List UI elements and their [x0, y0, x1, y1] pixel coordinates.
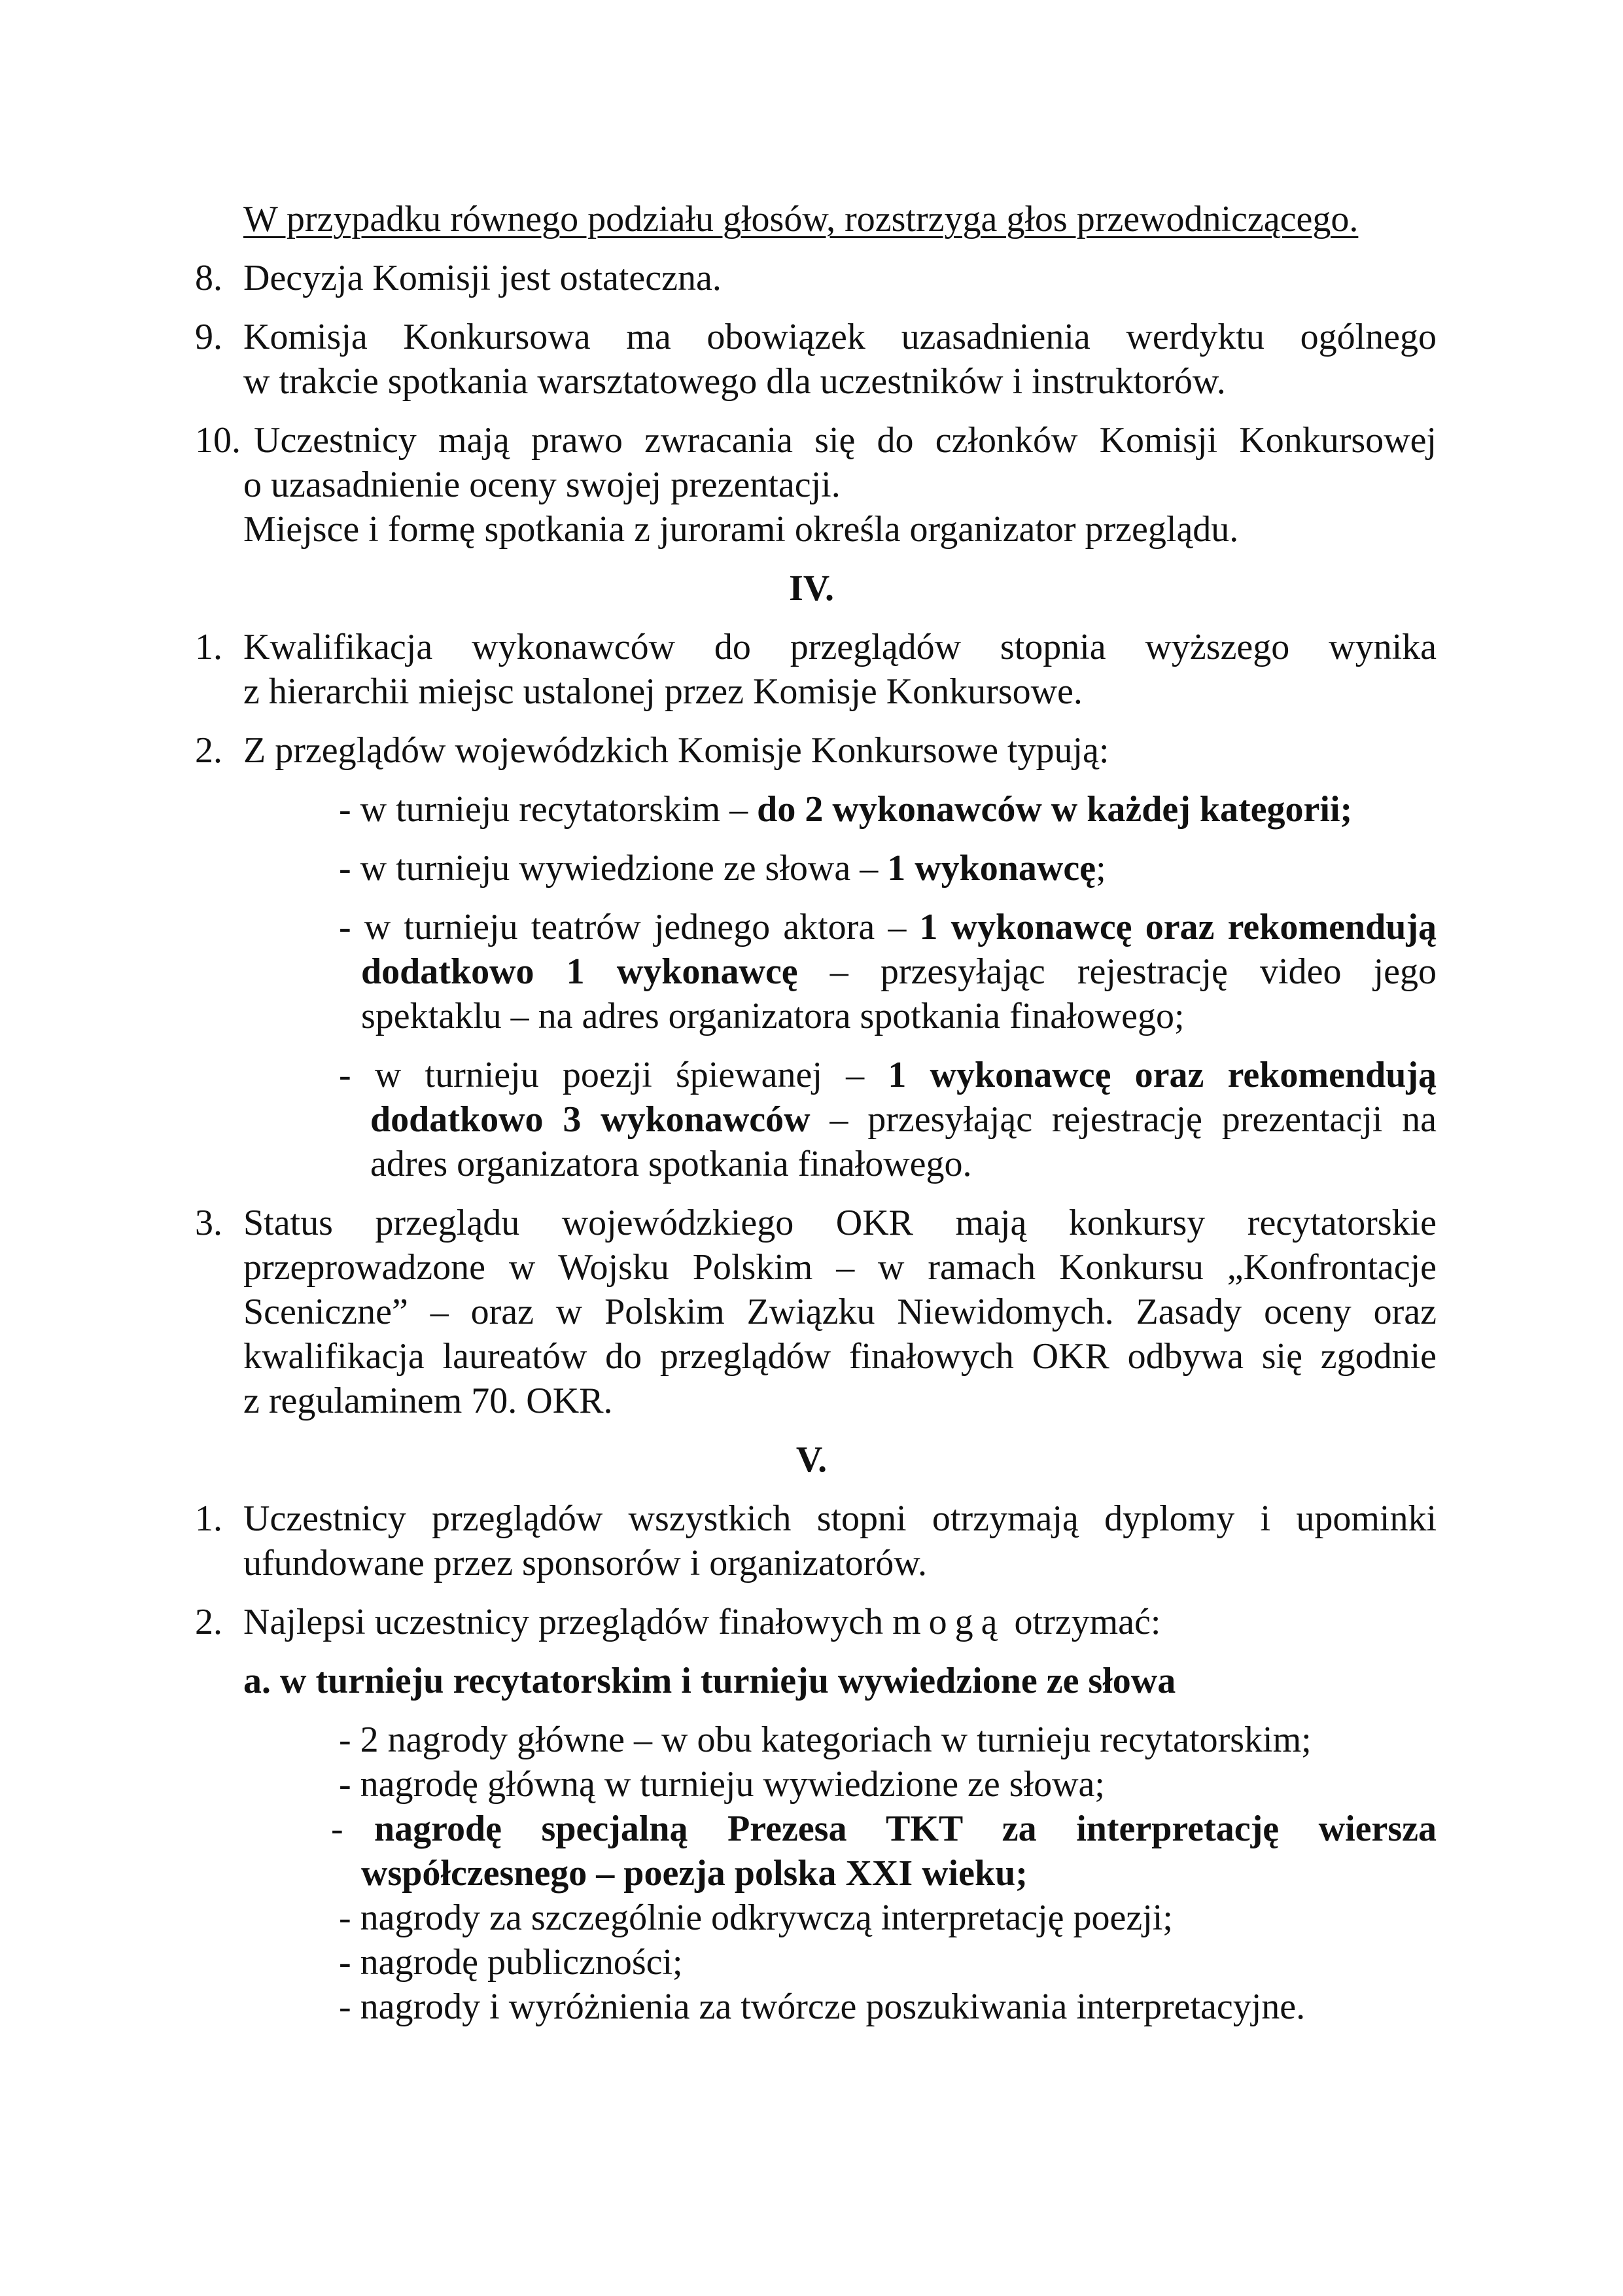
- item-text: z regulaminem 70. OKR.: [243, 1381, 613, 1421]
- sub-item-bold: 1 wykonawcę: [887, 848, 1096, 889]
- sub-item-text: spektaklu – na adres organizatora spotkania finałowego;: [361, 996, 1185, 1036]
- item-number: 2.: [195, 730, 222, 771]
- item-number: 10.: [195, 420, 241, 461]
- item-text: w trakcie spotkania warsztatowego dla uczestników i instruktorów.: [243, 361, 1226, 402]
- item-text: Sceniczne” – oraz w Polskim Związku Niewidomych. Zasady oceny oraz: [243, 1292, 1437, 1332]
- item-number: 8.: [195, 258, 222, 298]
- sub-item-text: adres organizatora spotkania finałowego.: [370, 1144, 972, 1184]
- item-number: 3.: [195, 1203, 222, 1243]
- item-text: Komisja Konkursowa ma obowiązek uzasadnienia werdyktu ogólnego: [243, 317, 1437, 357]
- item-text-part: otrzymać:: [1005, 1602, 1161, 1642]
- item-text-part: Najlepsi uczestnicy przeglądów finałowych: [243, 1602, 893, 1642]
- spaced-word: mogą: [892, 1602, 1005, 1642]
- item-text: [243, 1600, 1161, 1644]
- sub-item-text: - w turnieju wywiedzione ze słowa –: [339, 848, 888, 889]
- sub-item: [370, 1097, 1437, 1142]
- sub-item-text: – przesyłając rejestrację video jego: [797, 951, 1437, 992]
- sub-item-bold: 1 wykonawcę oraz rekomendują: [919, 907, 1437, 947]
- prize-item: - nagrodę publiczności;: [339, 1942, 683, 1983]
- item-number: 9.: [195, 317, 222, 357]
- item-text: o uzasadnienie oceny swojej prezentacji.: [243, 465, 841, 505]
- item-text: Z przeglądów wojewódzkich Komisje Konkursowe typują:: [243, 730, 1109, 771]
- sub-item-text: – przesyłając rejestrację prezentacji na: [810, 1099, 1437, 1140]
- prize-item: - nagrody za szczególnie odkrywczą interpretację poezji;: [339, 1898, 1173, 1938]
- section-heading-iv: IV.: [788, 568, 834, 609]
- prize-item: - nagrody i wyróżnienia za twórcze poszukiwania interpretacyjne.: [339, 1987, 1306, 2027]
- item-number: 1.: [195, 1498, 222, 1539]
- sub-item: [339, 905, 1437, 949]
- prize-item-bold: współczesnego – poezja polska XXI wieku;: [361, 1853, 1028, 1894]
- sub-item: [339, 846, 1106, 891]
- prize-item: - nagrodę główną w turnieju wywiedzione ze słowa;: [339, 1764, 1105, 1805]
- item-text: ufundowane przez sponsorów i organizatorów.: [243, 1543, 928, 1583]
- sub-item-text: - w turnieju poezji śpiewanej –: [339, 1055, 888, 1095]
- prize-item-bold: nagrodę specjalną Prezesa TKT za interpretację wiersza: [374, 1809, 1437, 1849]
- item-text: z hierarchii miejsc ustalonej przez Komisje Konkursowe.: [243, 671, 1083, 712]
- sub-item-text: - w turnieju recytatorskim –: [339, 789, 758, 830]
- item-text: Uczestnicy mają prawo zwracania się do członków Komisji Konkursowej: [254, 420, 1437, 461]
- sub-item-text: - w turnieju teatrów jednego aktora –: [339, 907, 920, 947]
- item-text: przeprowadzone w Wojsku Polskim – w ramach Konkursu „Konfrontacje: [243, 1247, 1437, 1288]
- item-text: kwalifikacja laureatów do przeglądów finałowych OKR odbywa się zgodnie: [243, 1336, 1437, 1377]
- sub-item-text: ;: [1096, 848, 1106, 889]
- sub-item: [339, 1053, 1437, 1097]
- item-number: 2.: [195, 1602, 222, 1642]
- subsection-heading-a: a. w turnieju recytatorskim i turnieju wywiedzione ze słowa: [243, 1661, 1176, 1701]
- item-text: Status przeglądu wojewódzkiego OKR mają konkursy recytatorskie: [243, 1203, 1437, 1243]
- sub-item-bold: dodatkowo 1 wykonawcę: [361, 951, 798, 992]
- top-line: W przypadku równego podziału głosów, rozstrzyga głos przewodniczącego.: [243, 199, 1359, 239]
- item-text: Uczestnicy przeglądów wszystkich stopni otrzymają dyplomy i upominki: [243, 1498, 1437, 1539]
- item-text: Miejsce i formę spotkania z jurorami określa organizator przeglądu.: [243, 509, 1239, 550]
- item-number: 1.: [195, 627, 222, 667]
- sub-item: [339, 787, 1352, 832]
- prize-dash: -: [331, 1809, 343, 1849]
- prize-item: - 2 nagrody główne – w obu kategoriach w turnieju recytatorskim;: [339, 1720, 1312, 1760]
- section-heading-v: V.: [795, 1439, 828, 1480]
- item-text: Decyzja Komisji jest ostateczna.: [243, 258, 722, 298]
- sub-item-bold: do 2 wykonawców w każdej kategorii;: [757, 789, 1353, 830]
- item-text: Kwalifikacja wykonawców do przeglądów stopnia wyższego wynika: [243, 627, 1437, 667]
- sub-item-bold: 1 wykonawcę oraz rekomendują: [888, 1055, 1437, 1095]
- sub-item-bold: dodatkowo 3 wykonawców: [370, 1099, 811, 1140]
- sub-item: [361, 949, 1437, 994]
